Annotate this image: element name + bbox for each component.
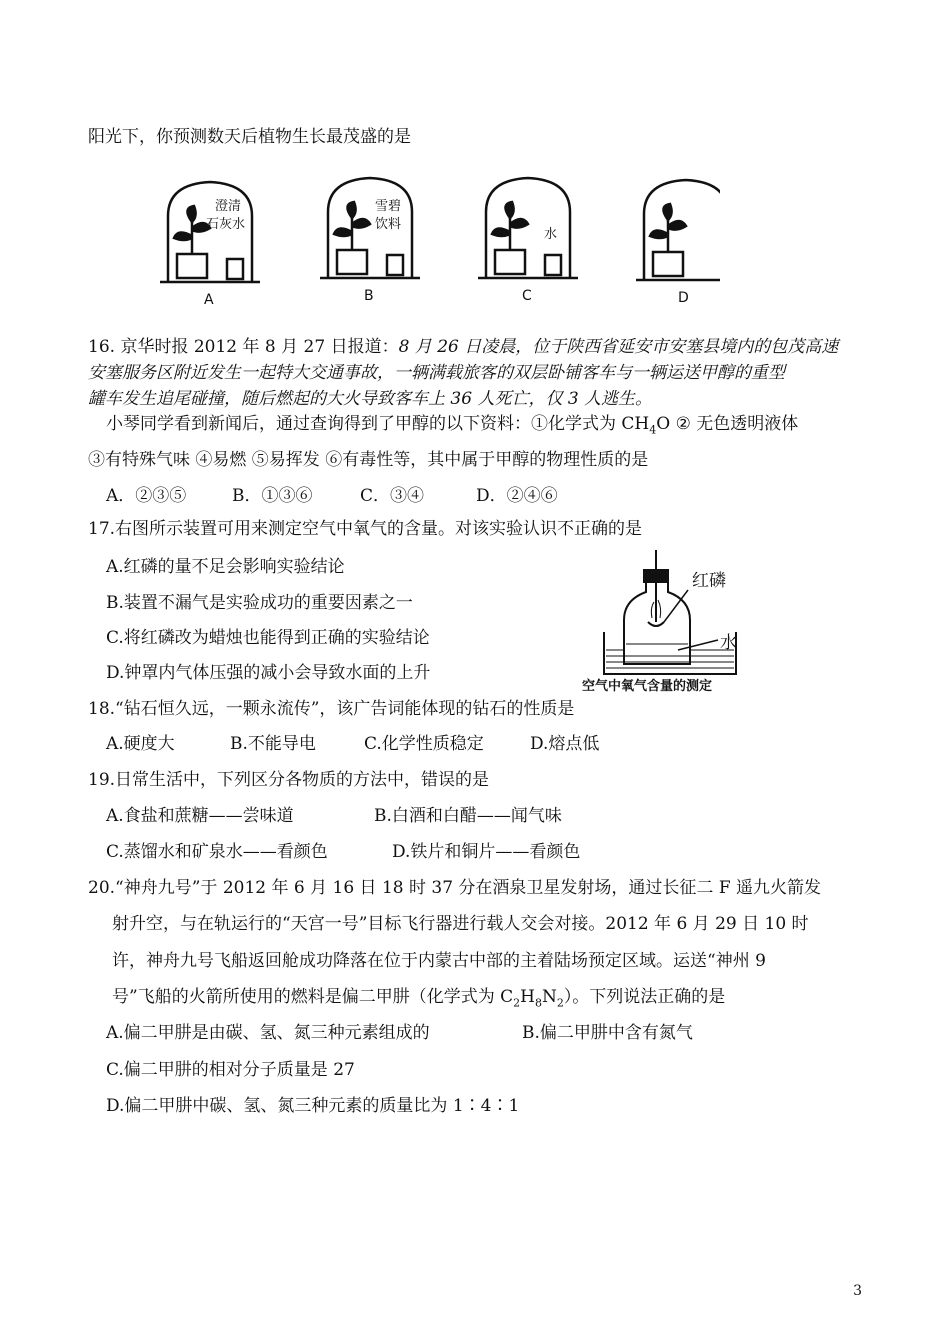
jar-c-caption: C xyxy=(522,288,532,304)
jar-a-label-line2: 石灰水 xyxy=(206,217,246,232)
figure-caption: 空气中氧气含量的测定 xyxy=(582,679,713,694)
q20-line-4g: ）。下列说法正确的是 xyxy=(563,987,726,1007)
q18-option-a: A.硬度大 xyxy=(106,734,175,754)
jar-d-caption: D xyxy=(678,290,689,306)
q19-option-a: A.食盐和蔗糖——尝味道 xyxy=(106,806,294,826)
q16-option-d: D．②④⑥ xyxy=(476,486,558,506)
plant-bell-jar-figure xyxy=(160,176,720,314)
jar-c-label: 水 xyxy=(544,227,558,242)
q17-stem: 17.右图所示装置可用来测定空气中氧气的含量。对该实验认识不正确的是 xyxy=(88,519,643,539)
q20-line-2: 射升空，与在轨运行的“天宫一号”目标飞行器进行载人交会对接。2012 年 6 月 29 日 10 时 xyxy=(112,914,809,934)
q20-line-4c: H xyxy=(520,987,535,1007)
q20-line-4d: 8 xyxy=(534,996,542,1010)
q16-para-1a: 小琴同学看到新闻后，通过查询得到了甲醇的以下资料：①化学式为 CH xyxy=(106,414,650,434)
q18-option-c: C.化学性质稳定 xyxy=(364,734,484,754)
q16-option-a: A．②③⑤ xyxy=(106,486,187,506)
jar-b-label-line1: 雪碧 xyxy=(375,199,402,214)
q16-news-3: 罐车发生追尾碰撞，随后燃起的大火导致客车上 36 人死亡，仅 3 人逃生。 xyxy=(88,389,653,409)
q20-option-c: C.偏二甲肼的相对分子质量是 27 xyxy=(106,1060,355,1080)
q18-option-b: B.不能导电 xyxy=(230,734,316,754)
q16-para-1c: O ② 无色透明液体 xyxy=(656,414,799,434)
jar-a-label-line1: 澄清 xyxy=(215,199,242,214)
q20-line-4b: 2 xyxy=(513,996,521,1010)
q20-line-4e: N xyxy=(541,987,557,1007)
jar-c xyxy=(478,178,578,278)
q16-option-b: B．①③⑥ xyxy=(232,486,313,506)
q20-line-1: 20.“神舟九号”于 2012 年 6 月 16 日 18 时 37 分在酒泉卫星发射场，通过长征二 F 遥九火箭发 xyxy=(88,878,822,898)
q18-stem: 18.“钻石恒久远，一颗永流传”，该广告词能体现的钻石的性质是 xyxy=(88,699,575,719)
q19-stem: 19.日常生活中，下列区分各物质的方法中，错误的是 xyxy=(88,770,490,790)
q18-option-d: D.熔点低 xyxy=(530,734,600,754)
jar-a-caption: A xyxy=(204,292,214,308)
q20-option-a: A.偏二甲肼是由碳、氢、氮三种元素组成的 xyxy=(106,1023,430,1043)
q16-paragraph-2: ③有特殊气味 ④易燃 ⑤易挥发 ⑥有毒性等，其中属于甲醇的物理性质的是 xyxy=(88,450,649,470)
q20-line-4f: 2 xyxy=(556,996,564,1010)
q16-para-1b: 4 xyxy=(649,423,657,437)
jar-b-caption: B xyxy=(364,288,374,304)
q17-option-c: C.将红磷改为蜡烛也能得到正确的实验结论 xyxy=(106,628,430,648)
jar-d xyxy=(636,180,720,280)
water-label: 水 xyxy=(720,633,737,653)
q16-news-1: 8 月 26 日凌晨，位于陕西省延安市安塞县境内的包茂高速 xyxy=(398,337,839,357)
oxygen-measurement-apparatus xyxy=(568,548,768,696)
q19-option-d: D.铁片和铜片——看颜色 xyxy=(392,842,581,862)
q16-option-c: C．③④ xyxy=(360,486,425,506)
q20-option-d: D.偏二甲肼中碳、氢、氮三种元素的质量比为 1∶4∶1 xyxy=(106,1096,520,1116)
q20-line-3: 许，神舟九号飞船返回舱成功降落在位于内蒙古中部的主着陆场预定区域。运送“神州 9 xyxy=(112,951,766,971)
q17-option-a: A.红磷的量不足会影响实验结论 xyxy=(106,557,345,577)
q17-option-b: B.装置不漏气是实验成功的重要因素之一 xyxy=(106,593,413,613)
q17-option-d: D.钟罩内气体压强的减小会导致水面的上升 xyxy=(106,663,431,683)
q19-option-b: B.白酒和白醋——闻气味 xyxy=(374,806,562,826)
q16-line-1 xyxy=(88,336,838,358)
jar-b-label-line2: 饮料 xyxy=(375,217,402,232)
intro-line: 阳光下，你预测数天后植物生长最茂盛的是 xyxy=(88,127,411,147)
phosphorus-label: 红磷 xyxy=(692,571,726,591)
q16-news-2: 安塞服务区附近发生一起特大交通事故，一辆满载旅客的双层卧铺客车与一辆运送甲醇的重型 xyxy=(88,363,785,383)
q20-line-4a: 号”飞船的火箭所使用的燃料是偏二甲肼（化学式为 C xyxy=(112,987,514,1007)
q16-prefix: 16. 京华时报 2012 年 8 月 27 日报道： xyxy=(88,337,399,357)
page-number: 3 xyxy=(853,1283,862,1299)
q20-option-b: B.偏二甲肼中含有氮气 xyxy=(522,1023,693,1043)
jar-a xyxy=(160,182,260,282)
q20-line-4 xyxy=(112,986,725,1014)
q19-option-c: C.蒸馏水和矿泉水——看颜色 xyxy=(106,842,328,862)
q16-paragraph-1 xyxy=(106,413,798,441)
jar-b xyxy=(320,178,420,278)
